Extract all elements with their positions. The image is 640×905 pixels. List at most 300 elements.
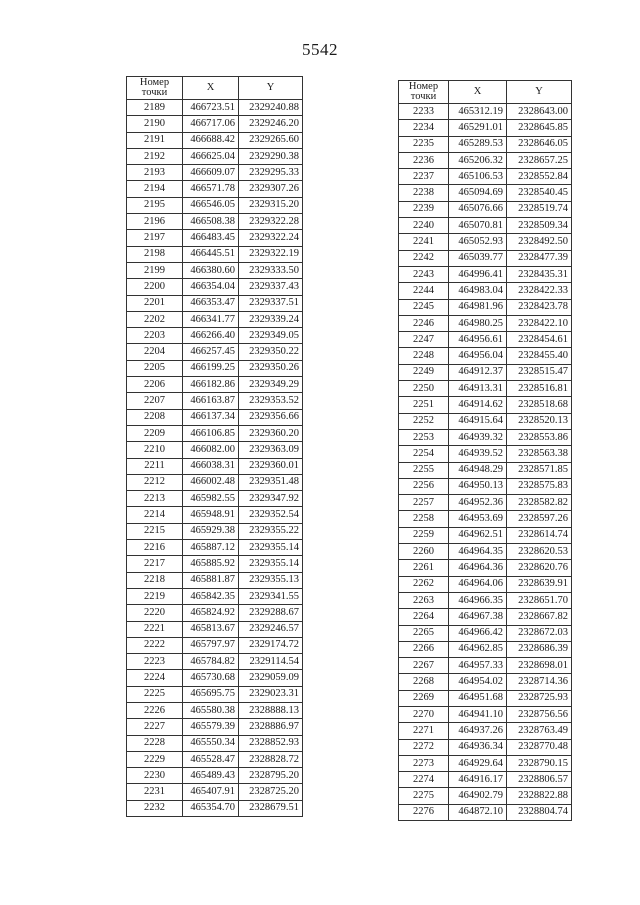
x-value-cell: 465076.66 xyxy=(449,201,507,217)
y-value-cell: 2328756.56 xyxy=(507,706,572,722)
table-row xyxy=(127,295,303,311)
x-value-cell: 464964.06 xyxy=(449,576,507,592)
header-y: Y xyxy=(507,81,572,104)
x-value-cell: 464937.26 xyxy=(449,723,507,739)
x-value-cell: 466002.48 xyxy=(183,474,239,490)
x-value-cell: 466354.04 xyxy=(183,279,239,295)
point-number-cell: 2256 xyxy=(399,478,449,494)
table-row xyxy=(399,136,572,152)
table-row xyxy=(399,772,572,788)
y-value-cell: 2329322.19 xyxy=(239,246,303,262)
point-number-cell: 2235 xyxy=(399,136,449,152)
point-number-cell: 2206 xyxy=(127,377,183,393)
point-number-cell: 2238 xyxy=(399,185,449,201)
y-value-cell: 2328518.68 xyxy=(507,397,572,413)
y-value-cell: 2329337.51 xyxy=(239,295,303,311)
x-value-cell: 464956.04 xyxy=(449,348,507,364)
x-value-cell: 466106.85 xyxy=(183,425,239,441)
header-point-number: Номер точки xyxy=(399,81,449,104)
table-row xyxy=(127,670,303,686)
table-row xyxy=(399,364,572,380)
point-number-cell: 2232 xyxy=(127,800,183,816)
y-value-cell: 2328563.38 xyxy=(507,446,572,462)
y-value-cell: 2328657.25 xyxy=(507,152,572,168)
table-row xyxy=(127,735,303,751)
point-number-cell: 2227 xyxy=(127,719,183,735)
table-row xyxy=(399,576,572,592)
x-value-cell: 465887.12 xyxy=(183,540,239,556)
point-number-cell: 2241 xyxy=(399,234,449,250)
x-value-cell: 466199.25 xyxy=(183,360,239,376)
y-value-cell: 2329360.01 xyxy=(239,458,303,474)
point-number-cell: 2244 xyxy=(399,283,449,299)
table-row xyxy=(127,654,303,670)
point-number-cell: 2250 xyxy=(399,381,449,397)
x-value-cell: 464996.41 xyxy=(449,266,507,282)
point-number-cell: 2253 xyxy=(399,429,449,445)
point-number-cell: 2218 xyxy=(127,572,183,588)
table-row xyxy=(399,397,572,413)
x-value-cell: 465528.47 xyxy=(183,751,239,767)
point-number-cell: 2210 xyxy=(127,442,183,458)
point-number-cell: 2236 xyxy=(399,152,449,168)
table-row xyxy=(399,674,572,690)
y-value-cell: 2328686.39 xyxy=(507,641,572,657)
y-value-cell: 2329333.50 xyxy=(239,262,303,278)
y-value-cell: 2328804.74 xyxy=(507,804,572,820)
x-value-cell: 464914.62 xyxy=(449,397,507,413)
table-row xyxy=(127,702,303,718)
y-value-cell: 2329337.43 xyxy=(239,279,303,295)
y-value-cell: 2329350.26 xyxy=(239,360,303,376)
table-row xyxy=(127,686,303,702)
point-number-cell: 2222 xyxy=(127,637,183,653)
y-value-cell: 2329355.14 xyxy=(239,540,303,556)
y-value-cell: 2328571.85 xyxy=(507,462,572,478)
y-value-cell: 2329349.29 xyxy=(239,377,303,393)
x-value-cell: 465312.19 xyxy=(449,104,507,120)
point-number-cell: 2252 xyxy=(399,413,449,429)
x-value-cell: 466483.45 xyxy=(183,230,239,246)
x-value-cell: 464957.33 xyxy=(449,658,507,674)
y-value-cell: 2329353.52 xyxy=(239,393,303,409)
point-number-cell: 2193 xyxy=(127,165,183,181)
y-value-cell: 2328698.01 xyxy=(507,658,572,674)
y-value-cell: 2329363.09 xyxy=(239,442,303,458)
table-row xyxy=(127,768,303,784)
table-row xyxy=(399,218,572,234)
x-value-cell: 466625.04 xyxy=(183,148,239,164)
y-value-cell: 2328620.53 xyxy=(507,544,572,560)
table-row xyxy=(399,315,572,331)
point-number-cell: 2268 xyxy=(399,674,449,690)
x-value-cell: 465948.91 xyxy=(183,507,239,523)
y-value-cell: 2328714.36 xyxy=(507,674,572,690)
x-value-cell: 464950.13 xyxy=(449,478,507,494)
x-value-cell: 466257.45 xyxy=(183,344,239,360)
point-number-cell: 2239 xyxy=(399,201,449,217)
table-row xyxy=(399,185,572,201)
table-row xyxy=(399,641,572,657)
y-value-cell: 2329059.09 xyxy=(239,670,303,686)
table-row xyxy=(127,409,303,425)
y-value-cell: 2329240.88 xyxy=(239,100,303,116)
table-row xyxy=(399,446,572,462)
y-value-cell: 2328852.93 xyxy=(239,735,303,751)
y-value-cell: 2329322.28 xyxy=(239,214,303,230)
y-value-cell: 2328422.33 xyxy=(507,283,572,299)
point-number-cell: 2243 xyxy=(399,266,449,282)
point-number-cell: 2225 xyxy=(127,686,183,702)
y-value-cell: 2329315.20 xyxy=(239,197,303,213)
y-value-cell: 2328790.15 xyxy=(507,755,572,771)
y-value-cell: 2328770.48 xyxy=(507,739,572,755)
x-value-cell: 464915.64 xyxy=(449,413,507,429)
point-number-cell: 2261 xyxy=(399,560,449,576)
x-value-cell: 464964.35 xyxy=(449,544,507,560)
x-value-cell: 466163.87 xyxy=(183,393,239,409)
y-value-cell: 2328435.31 xyxy=(507,266,572,282)
y-value-cell: 2329349.05 xyxy=(239,328,303,344)
x-value-cell: 465797.97 xyxy=(183,637,239,653)
table-row xyxy=(399,413,572,429)
point-number-cell: 2265 xyxy=(399,625,449,641)
x-value-cell: 466723.51 xyxy=(183,100,239,116)
x-value-cell: 466182.86 xyxy=(183,377,239,393)
table-header-row xyxy=(127,77,303,100)
x-value-cell: 465579.39 xyxy=(183,719,239,735)
x-value-cell: 464983.04 xyxy=(449,283,507,299)
point-number-cell: 2270 xyxy=(399,706,449,722)
y-value-cell: 2328672.03 xyxy=(507,625,572,641)
y-value-cell: 2328582.82 xyxy=(507,495,572,511)
table-row xyxy=(127,491,303,507)
y-value-cell: 2328423.78 xyxy=(507,299,572,315)
table-row xyxy=(399,739,572,755)
table-row xyxy=(399,625,572,641)
point-number-cell: 2221 xyxy=(127,621,183,637)
table-row xyxy=(399,527,572,543)
point-number-cell: 2274 xyxy=(399,772,449,788)
y-value-cell: 2328725.20 xyxy=(239,784,303,800)
point-number-cell: 2237 xyxy=(399,169,449,185)
x-value-cell: 466508.38 xyxy=(183,214,239,230)
x-value-cell: 464951.68 xyxy=(449,690,507,706)
table-row xyxy=(127,556,303,572)
point-number-cell: 2217 xyxy=(127,556,183,572)
table-row xyxy=(127,719,303,735)
table-row xyxy=(127,377,303,393)
point-number-cell: 2240 xyxy=(399,218,449,234)
x-value-cell: 465094.69 xyxy=(449,185,507,201)
table-row xyxy=(399,544,572,560)
x-value-cell: 464902.79 xyxy=(449,788,507,804)
y-value-cell: 2328646.05 xyxy=(507,136,572,152)
y-value-cell: 2328515.47 xyxy=(507,364,572,380)
table-row xyxy=(127,637,303,653)
table-row xyxy=(399,283,572,299)
table-row xyxy=(399,201,572,217)
point-number-cell: 2251 xyxy=(399,397,449,413)
table-row xyxy=(399,429,572,445)
table-body-left xyxy=(127,100,303,817)
x-value-cell: 465929.38 xyxy=(183,523,239,539)
point-number-cell: 2275 xyxy=(399,788,449,804)
table-row xyxy=(399,609,572,625)
point-number-cell: 2223 xyxy=(127,654,183,670)
x-value-cell: 464966.42 xyxy=(449,625,507,641)
y-value-cell: 2328643.00 xyxy=(507,104,572,120)
y-value-cell: 2328828.72 xyxy=(239,751,303,767)
table-row xyxy=(399,462,572,478)
point-number-cell: 2231 xyxy=(127,784,183,800)
y-value-cell: 2329347.92 xyxy=(239,491,303,507)
y-value-cell: 2329355.13 xyxy=(239,572,303,588)
point-number-cell: 2191 xyxy=(127,132,183,148)
y-value-cell: 2329356.66 xyxy=(239,409,303,425)
y-value-cell: 2329246.20 xyxy=(239,116,303,132)
x-value-cell: 466546.05 xyxy=(183,197,239,213)
point-number-cell: 2198 xyxy=(127,246,183,262)
point-number-cell: 2228 xyxy=(127,735,183,751)
table-row xyxy=(127,165,303,181)
table-row xyxy=(399,381,572,397)
table-row xyxy=(127,605,303,621)
y-value-cell: 2328888.13 xyxy=(239,702,303,718)
table-row xyxy=(399,690,572,706)
point-number-cell: 2259 xyxy=(399,527,449,543)
point-number-cell: 2224 xyxy=(127,670,183,686)
point-number-cell: 2213 xyxy=(127,491,183,507)
y-value-cell: 2328763.49 xyxy=(507,723,572,739)
x-value-cell: 466609.07 xyxy=(183,165,239,181)
point-number-cell: 2220 xyxy=(127,605,183,621)
x-value-cell: 466266.40 xyxy=(183,328,239,344)
y-value-cell: 2329307.26 xyxy=(239,181,303,197)
point-number-cell: 2255 xyxy=(399,462,449,478)
table-row xyxy=(399,332,572,348)
x-value-cell: 466082.00 xyxy=(183,442,239,458)
y-value-cell: 2329023.31 xyxy=(239,686,303,702)
y-value-cell: 2328806.57 xyxy=(507,772,572,788)
y-value-cell: 2328455.40 xyxy=(507,348,572,364)
table-row xyxy=(127,588,303,604)
x-value-cell: 466445.51 xyxy=(183,246,239,262)
y-value-cell: 2328509.34 xyxy=(507,218,572,234)
point-number-cell: 2254 xyxy=(399,446,449,462)
y-value-cell: 2328454.61 xyxy=(507,332,572,348)
table-row xyxy=(399,658,572,674)
x-value-cell: 465052.93 xyxy=(449,234,507,250)
point-number-cell: 2273 xyxy=(399,755,449,771)
x-value-cell: 464939.52 xyxy=(449,446,507,462)
table-row xyxy=(399,706,572,722)
table-row xyxy=(399,104,572,120)
point-number-cell: 2195 xyxy=(127,197,183,213)
table-row xyxy=(127,540,303,556)
y-value-cell: 2328540.45 xyxy=(507,185,572,201)
table-row xyxy=(399,266,572,282)
y-value-cell: 2329339.24 xyxy=(239,311,303,327)
x-value-cell: 465206.32 xyxy=(449,152,507,168)
table-row xyxy=(399,495,572,511)
table-body-right xyxy=(399,104,572,821)
y-value-cell: 2329341.55 xyxy=(239,588,303,604)
point-number-cell: 2212 xyxy=(127,474,183,490)
x-value-cell: 465842.35 xyxy=(183,588,239,604)
table-row xyxy=(127,328,303,344)
y-value-cell: 2329355.14 xyxy=(239,556,303,572)
x-value-cell: 465489.43 xyxy=(183,768,239,784)
x-value-cell: 464956.61 xyxy=(449,332,507,348)
x-value-cell: 466137.34 xyxy=(183,409,239,425)
point-number-cell: 2209 xyxy=(127,425,183,441)
point-number-cell: 2190 xyxy=(127,116,183,132)
table-row xyxy=(127,360,303,376)
table-row xyxy=(399,234,572,250)
table-row xyxy=(127,230,303,246)
y-value-cell: 2328520.13 xyxy=(507,413,572,429)
table-row xyxy=(399,169,572,185)
table-row xyxy=(127,181,303,197)
y-value-cell: 2328679.51 xyxy=(239,800,303,816)
x-value-cell: 466571.78 xyxy=(183,181,239,197)
point-number-cell: 2200 xyxy=(127,279,183,295)
table-row xyxy=(127,148,303,164)
x-value-cell: 465039.77 xyxy=(449,250,507,266)
x-value-cell: 465580.38 xyxy=(183,702,239,718)
y-value-cell: 2328422.10 xyxy=(507,315,572,331)
point-number-cell: 2196 xyxy=(127,214,183,230)
table-row xyxy=(127,474,303,490)
point-number-cell: 2230 xyxy=(127,768,183,784)
point-number-cell: 2245 xyxy=(399,299,449,315)
table-row xyxy=(127,621,303,637)
y-value-cell: 2329290.38 xyxy=(239,148,303,164)
point-number-cell: 2269 xyxy=(399,690,449,706)
point-number-cell: 2197 xyxy=(127,230,183,246)
x-value-cell: 465550.34 xyxy=(183,735,239,751)
x-value-cell: 464952.36 xyxy=(449,495,507,511)
table-row xyxy=(127,100,303,116)
x-value-cell: 464981.96 xyxy=(449,299,507,315)
x-value-cell: 465813.67 xyxy=(183,621,239,637)
header-point-number: Номер точки xyxy=(127,77,183,100)
x-value-cell: 464872.10 xyxy=(449,804,507,820)
point-number-cell: 2215 xyxy=(127,523,183,539)
y-value-cell: 2328519.74 xyxy=(507,201,572,217)
table-header-row xyxy=(399,81,572,104)
x-value-cell: 466341.77 xyxy=(183,311,239,327)
table-row xyxy=(127,572,303,588)
y-value-cell: 2328651.70 xyxy=(507,592,572,608)
table-row xyxy=(399,348,572,364)
x-value-cell: 465407.91 xyxy=(183,784,239,800)
point-number-cell: 2234 xyxy=(399,120,449,136)
point-number-cell: 2199 xyxy=(127,262,183,278)
x-value-cell: 464912.37 xyxy=(449,364,507,380)
y-value-cell: 2329351.48 xyxy=(239,474,303,490)
x-value-cell: 466038.31 xyxy=(183,458,239,474)
point-number-cell: 2249 xyxy=(399,364,449,380)
x-value-cell: 464962.85 xyxy=(449,641,507,657)
y-value-cell: 2328667.82 xyxy=(507,609,572,625)
point-number-cell: 2202 xyxy=(127,311,183,327)
x-value-cell: 464916.17 xyxy=(449,772,507,788)
y-value-cell: 2328795.20 xyxy=(239,768,303,784)
point-number-cell: 2204 xyxy=(127,344,183,360)
table-row xyxy=(399,592,572,608)
point-number-cell: 2248 xyxy=(399,348,449,364)
table-row xyxy=(399,804,572,820)
x-value-cell: 465885.92 xyxy=(183,556,239,572)
table-row xyxy=(127,425,303,441)
x-value-cell: 464962.51 xyxy=(449,527,507,543)
x-value-cell: 465289.53 xyxy=(449,136,507,152)
x-value-cell: 465070.81 xyxy=(449,218,507,234)
y-value-cell: 2328597.26 xyxy=(507,511,572,527)
point-number-cell: 2219 xyxy=(127,588,183,604)
table-row xyxy=(127,311,303,327)
x-value-cell: 464948.29 xyxy=(449,462,507,478)
x-value-cell: 464953.69 xyxy=(449,511,507,527)
y-value-cell: 2328553.86 xyxy=(507,429,572,445)
point-number-cell: 2267 xyxy=(399,658,449,674)
point-number-cell: 2189 xyxy=(127,100,183,116)
y-value-cell: 2329322.24 xyxy=(239,230,303,246)
y-value-cell: 2328552.84 xyxy=(507,169,572,185)
table-row xyxy=(127,442,303,458)
point-number-cell: 2258 xyxy=(399,511,449,527)
header-x: X xyxy=(183,77,239,100)
point-number-cell: 2203 xyxy=(127,328,183,344)
table-row xyxy=(127,751,303,767)
point-number-cell: 2266 xyxy=(399,641,449,657)
x-value-cell: 464966.35 xyxy=(449,592,507,608)
point-number-cell: 2226 xyxy=(127,702,183,718)
table-row xyxy=(127,344,303,360)
table-row xyxy=(399,723,572,739)
x-value-cell: 464967.38 xyxy=(449,609,507,625)
point-number-cell: 2242 xyxy=(399,250,449,266)
point-number-cell: 2216 xyxy=(127,540,183,556)
table-row xyxy=(399,511,572,527)
x-value-cell: 464936.34 xyxy=(449,739,507,755)
table-row xyxy=(127,507,303,523)
header-x: X xyxy=(449,81,507,104)
table-row xyxy=(127,800,303,816)
point-number-cell: 2211 xyxy=(127,458,183,474)
x-value-cell: 464913.31 xyxy=(449,381,507,397)
point-number-cell: 2272 xyxy=(399,739,449,755)
y-value-cell: 2328575.83 xyxy=(507,478,572,494)
y-value-cell: 2328639.91 xyxy=(507,576,572,592)
x-value-cell: 466380.60 xyxy=(183,262,239,278)
table-row xyxy=(399,755,572,771)
point-number-cell: 2247 xyxy=(399,332,449,348)
y-value-cell: 2329355.22 xyxy=(239,523,303,539)
table-row xyxy=(127,197,303,213)
table-row xyxy=(399,299,572,315)
coordinates-table-left xyxy=(126,76,303,817)
point-number-cell: 2194 xyxy=(127,181,183,197)
y-value-cell: 2329265.60 xyxy=(239,132,303,148)
coordinates-table-right xyxy=(398,80,572,821)
y-value-cell: 2329174.72 xyxy=(239,637,303,653)
table-row xyxy=(399,560,572,576)
table-row xyxy=(127,523,303,539)
point-number-cell: 2201 xyxy=(127,295,183,311)
